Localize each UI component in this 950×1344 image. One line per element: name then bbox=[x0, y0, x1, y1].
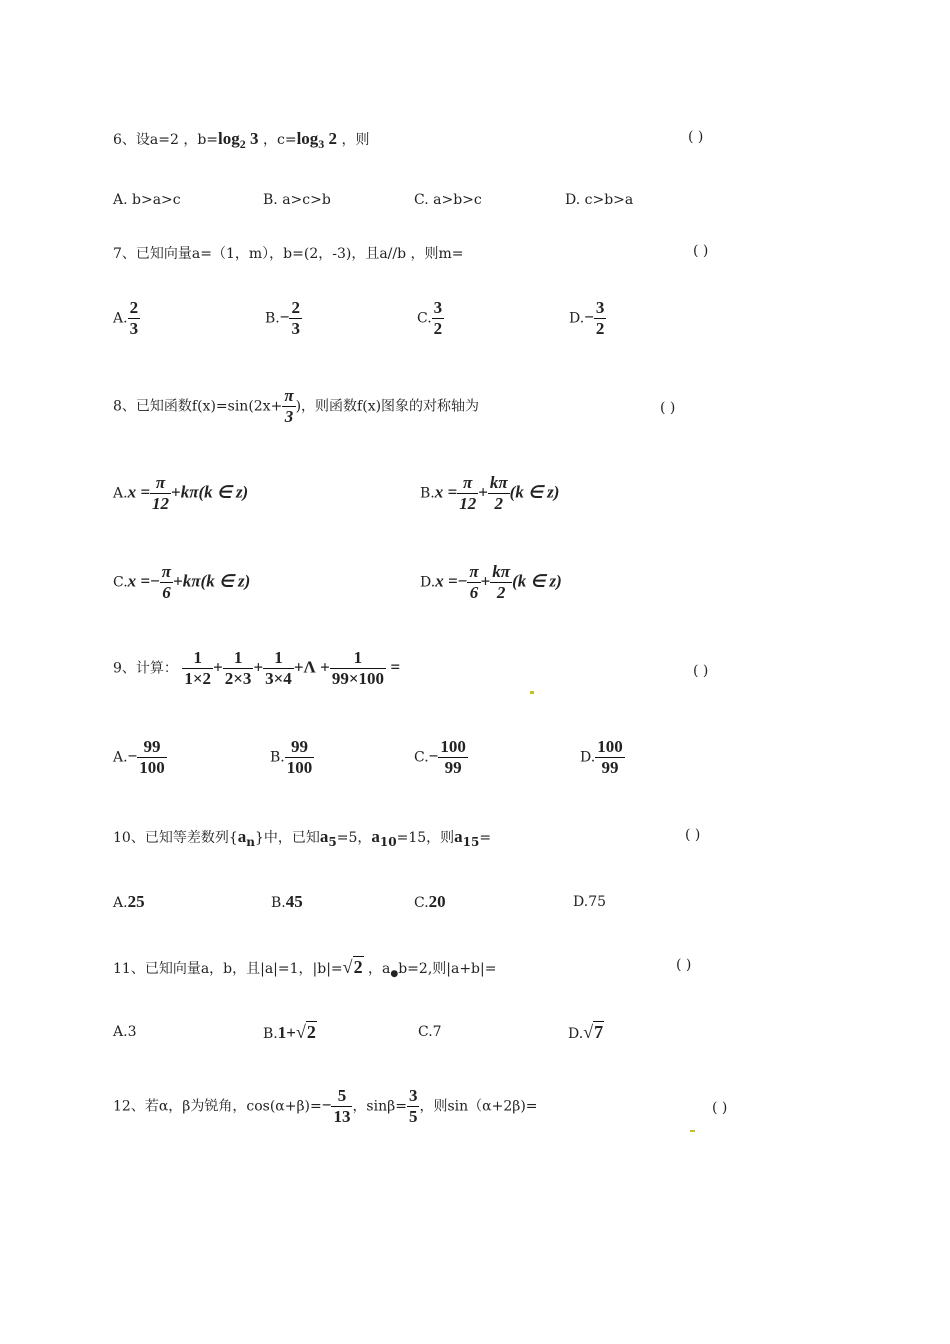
q9-option-c: C.− $\frac{100}{99}$ bbox=[414, 737, 466, 777]
q10-option-b: B.45 bbox=[271, 892, 303, 911]
q9-option-d: D. $\frac{100}{99}$ bbox=[580, 737, 623, 777]
q6-text-pre: 6、设a=2 ，b= bbox=[113, 132, 219, 148]
question-8 bbox=[113, 386, 479, 427]
question-12: 12、若α，β为锐角，cos(α+β)=− $\frac{5}{13}$ ，sinβ= $\frac{3}{5}$ ，则sin（α+2β)= bbox=[113, 1086, 538, 1126]
q7-option-d: D.− $\frac{3}{2}$ bbox=[569, 298, 605, 338]
q10-option-a: A.25 bbox=[113, 892, 145, 911]
answer-blank-11: ( ) bbox=[676, 957, 692, 973]
q12-frac-1: $\frac{5}{13}$ bbox=[333, 1086, 351, 1126]
q8-option-b: B.x = $\frac{\pi}{12}$ + $\frac{k\pi}{2}$ (k ∈ z) bbox=[420, 473, 560, 513]
answer-blank-7: ( ) bbox=[693, 243, 709, 259]
q8-option-c: C.x =− $\frac{\pi}{6}$ +kπ(k ∈ z) bbox=[113, 562, 251, 602]
q6-option-d: D. c>b>a bbox=[565, 192, 634, 208]
q7-option-c: C. $\frac{3}{2}$ bbox=[417, 298, 443, 338]
q11-option-b: B.1+√2 bbox=[263, 1022, 316, 1042]
q9-text-pre: 9、计算： bbox=[113, 660, 178, 677]
q10-option-d: D.75 bbox=[573, 894, 607, 910]
q10-option-c: C.20 bbox=[414, 892, 446, 911]
log-expr-c: $\log_3 2$ bbox=[296, 129, 338, 151]
q9-term-3: $\frac{1}{3\times 4}$ bbox=[265, 648, 292, 688]
q6-option-a: A. b>a>c bbox=[113, 192, 181, 208]
q8-text-post: )，则函数f(x)图象的对称轴为 bbox=[295, 398, 480, 415]
q9-term-1: $\frac{1}{1\times 2}$ bbox=[184, 648, 212, 688]
answer-blank-8: ( ) bbox=[660, 400, 676, 416]
q7-option-a: A. $\frac{2}{3}$ bbox=[113, 298, 139, 338]
question-6 bbox=[113, 129, 370, 152]
q9-option-b: B. $\frac{99}{100}$ bbox=[270, 737, 313, 777]
q11-option-c: C.7 bbox=[418, 1024, 442, 1040]
answer-blank-6: ( ) bbox=[688, 129, 704, 145]
q8-option-a: A.x = $\frac{\pi}{12}$ +kπ(k ∈ z) bbox=[113, 473, 249, 513]
q11-option-d: D.√7 bbox=[568, 1022, 604, 1042]
q8-fraction: $\frac{\pi}{3}$ bbox=[284, 386, 294, 426]
q11-option-a: A.3 bbox=[113, 1024, 137, 1040]
question-9: 9、计算： $\frac{1}{1\times 2}$ + $\frac{1}{2\times 3}$ + $\frac{1}{3\times 4}$ +Λ + $\frac{1}{99\times 100}$ = bbox=[113, 648, 401, 688]
stray-dash-mark bbox=[690, 1130, 695, 1132]
answer-blank-10: ( ) bbox=[685, 827, 701, 843]
stray-dot-mark bbox=[530, 691, 534, 694]
q9-ellipsis: Λ bbox=[303, 657, 316, 677]
q6-text-post: ，则 bbox=[337, 132, 370, 148]
q8-option-d: D.x =− $\frac{\pi}{6}$ + $\frac{k\pi}{2}$ (k ∈ z) bbox=[420, 562, 562, 602]
question-7: 7、已知向量a=（1，m），b=(2，-3)，且a//b ，则m= bbox=[113, 246, 464, 262]
q6-option-b: B. a>c>b bbox=[263, 192, 331, 208]
answer-blank-9: ( ) bbox=[693, 663, 709, 679]
question-11: 11、已知向量a，b，且|a|=1，|b|=√2 ，$a_●b=2$,则|a+b|= bbox=[113, 957, 497, 979]
answer-blank-12: ( ) bbox=[712, 1100, 728, 1116]
q12-frac-2: $\frac{3}{5}$ bbox=[408, 1086, 418, 1126]
sqrt-2: √2 bbox=[342, 957, 363, 977]
question-10: 10、已知等差数列{an}中，已知a5=5，a10=15，则a15= bbox=[113, 827, 492, 849]
q6-text-mid: ，c= bbox=[258, 132, 297, 148]
q6-option-c: C. a>b>c bbox=[414, 192, 482, 208]
q9-option-a: A.− $\frac{99}{100}$ bbox=[113, 737, 165, 777]
q9-term-2: $\frac{1}{2\times 3}$ bbox=[224, 648, 252, 688]
q8-text-pre: 8、已知函数f(x)=sin(2x+ bbox=[113, 398, 283, 415]
q9-term-last: $\frac{1}{99\times 100}$ bbox=[331, 648, 385, 688]
log-expr-b: $\log_2 3$ bbox=[218, 129, 259, 151]
q7-option-b: B.− $\frac{2}{3}$ bbox=[265, 298, 300, 338]
